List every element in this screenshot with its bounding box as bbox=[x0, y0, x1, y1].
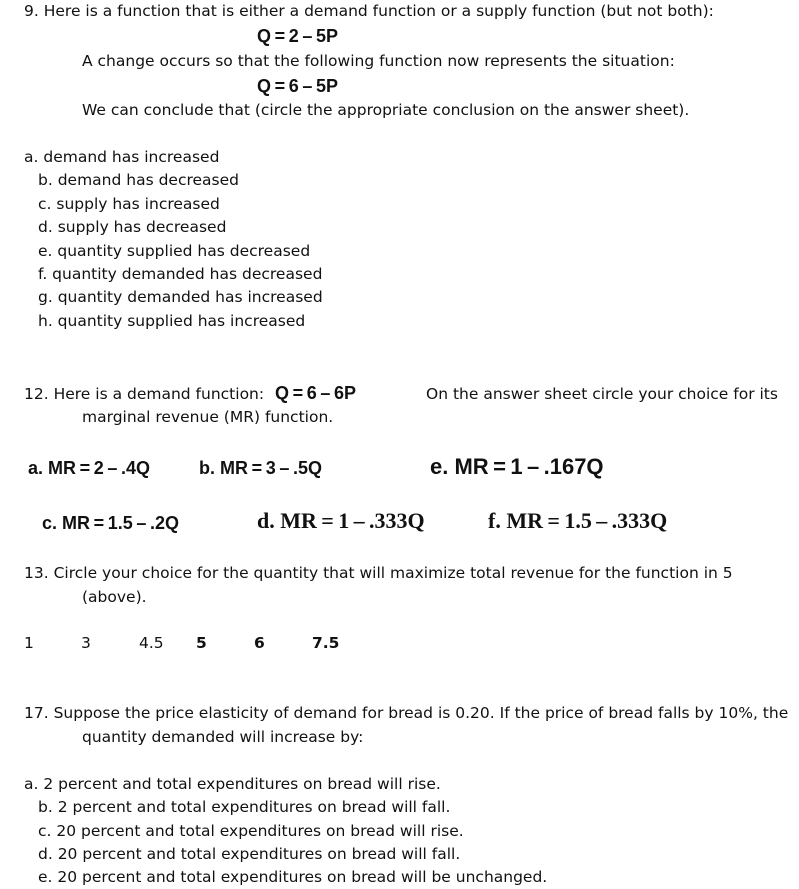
q12-option-c: c. MR = 1.5 – .2Q bbox=[42, 513, 179, 533]
q9-intro: 9. Here is a function that is either a demand function or a supply function (but not both): bbox=[24, 2, 714, 20]
q12-intro: 12. Here is a demand function: bbox=[24, 385, 265, 403]
q17-line2: quantity demanded will increase by: bbox=[82, 728, 364, 746]
q9-option-b: b. demand has decreased bbox=[38, 171, 239, 189]
q13-choice: 5 bbox=[196, 634, 207, 652]
q17-option-a: a. 2 percent and total expenditures on bread will rise. bbox=[24, 775, 441, 793]
q9-option-c: c. supply has increased bbox=[38, 195, 220, 213]
q12-option-e: e. MR = 1 – .167Q bbox=[430, 454, 604, 479]
q17-option-c: c. 20 percent and total expenditures on bread will rise. bbox=[38, 822, 464, 840]
q12-instruction: On the answer sheet circle your choice for its bbox=[426, 385, 778, 403]
q9-option-d: d. supply has decreased bbox=[38, 218, 227, 236]
q13-choice: 7.5 bbox=[312, 634, 340, 652]
q9-original-function: Q = 2 – 5P bbox=[257, 26, 338, 46]
q17-option-d: d. 20 percent and total expenditures on bread will fall. bbox=[38, 845, 461, 863]
q13-choice: 4.5 bbox=[139, 634, 164, 652]
q9-change-text: A change occurs so that the following function now represents the situation: bbox=[82, 52, 675, 70]
q9-option-f: f. quantity demanded has decreased bbox=[38, 265, 323, 283]
q13-line2: (above). bbox=[82, 588, 147, 606]
q9-option-e: e. quantity supplied has decreased bbox=[38, 242, 311, 260]
q9-conclude-text: We can conclude that (circle the appropriate conclusion on the answer sheet). bbox=[82, 101, 690, 119]
q9-option-a: a. demand has increased bbox=[24, 148, 220, 166]
q17-option-e: e. 20 percent and total expenditures on bread will be unchanged. bbox=[38, 868, 548, 886]
q12-option-f: f. MR = 1.5 – .333Q bbox=[488, 508, 668, 533]
q12-option-d: d. MR = 1 – .333Q bbox=[257, 508, 425, 533]
q13-choice: 6 bbox=[254, 634, 265, 652]
q9-option-g: g. quantity demanded has increased bbox=[38, 288, 323, 306]
q13-line1: 13. Circle your choice for the quantity that will maximize total revenue for the function in 5 bbox=[24, 564, 733, 582]
q12-option-b: b. MR = 3 – .5Q bbox=[199, 458, 322, 478]
q12-line2: marginal revenue (MR) function. bbox=[82, 408, 334, 426]
q12-option-a: a. MR = 2 – .4Q bbox=[28, 458, 150, 478]
q13-choice: 3 bbox=[81, 634, 91, 652]
q17-option-b: b. 2 percent and total expenditures on bread will fall. bbox=[38, 798, 451, 816]
q9-option-h: h. quantity supplied has increased bbox=[38, 312, 306, 330]
q13-choice: 1 bbox=[24, 634, 34, 652]
q17-line1: 17. Suppose the price elasticity of demand for bread is 0.20. If the price of bread falls by 10%, the bbox=[24, 704, 789, 722]
q12-demand-function: Q = 6 – 6P bbox=[275, 383, 356, 403]
q9-new-function: Q = 6 – 5P bbox=[257, 76, 338, 96]
